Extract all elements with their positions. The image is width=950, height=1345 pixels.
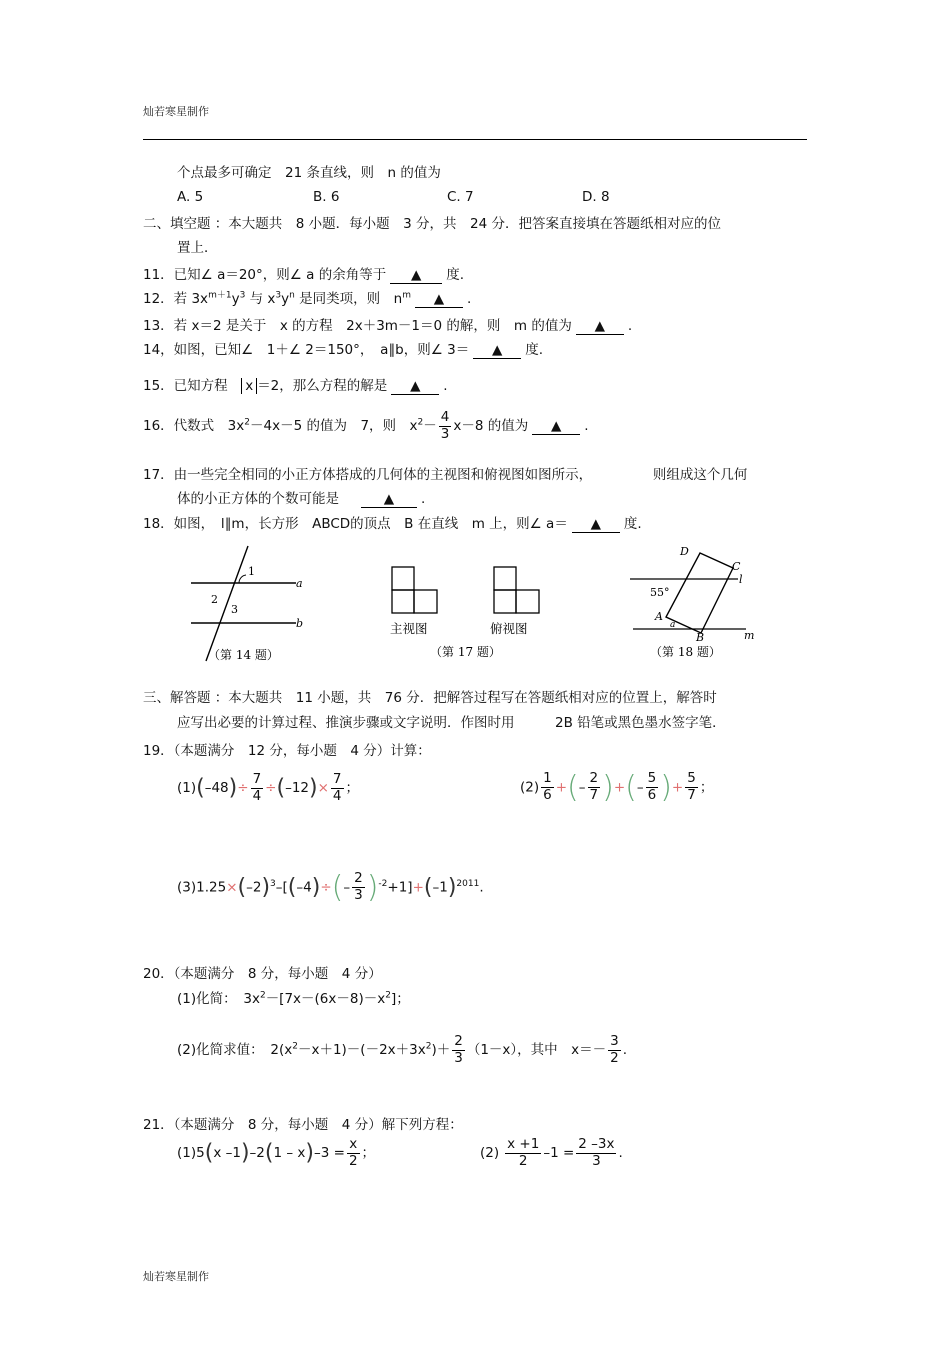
question-21-title: 21．（本题满分 8 分，每小题 4 分）解下列方程： [143,1117,463,1133]
answer-blank: ▲ [361,491,417,508]
fig18-caption: （第 18 题） [650,645,721,659]
question-18: 18．如图， l∥m，长方形 ABCD的顶点 B 在直线 m 上，则∠ a＝ ▲ 度. [143,516,642,532]
answer-blank: ▲ [391,378,439,395]
fig14-label-b: b [296,617,304,630]
question-17: 17．由一些完全相同的小正方体搭成的几何体的主视图和俯视图如图所示， 则组成这个几何 [143,467,748,483]
page-footer-text: 灿若寒星制作 [143,1270,209,1283]
section3-heading-cont: 应写出必要的计算过程、推演步骤或文字说明．作图时用 2B 铅笔或黑色墨水签字笔． [177,715,726,731]
page-header-text: 灿若寒星制作 [143,105,209,118]
fig14-label-3: 3 [231,603,238,616]
question-11: 11．已知∠ a＝20°，则∠ a 的余角等于 ▲ 度. [143,267,465,283]
q10-option-d: D. 8 [582,189,610,205]
fig18-label-l: l [739,573,743,586]
question-14: 14，如图，已知∠ 1＋∠ 2＝150°， a∥b，则∠ 3＝ ▲ 度. [143,342,543,358]
q20-part-1: (1)化简： $3x^2-[7x-(6x-8)-x^2]$； [177,990,410,1007]
section2-heading-cont: 置上． [177,240,218,256]
figure-17 [385,560,560,665]
front-view-label: 主视图 [390,621,428,636]
fig18-label-m: m [744,629,755,642]
fig18-label-b: B [696,631,705,644]
fig18-label-d: D [680,545,689,558]
fig14-label-2: 2 [211,593,218,606]
question-19-title: 19．（本题满分 12 分，每小题 4 分）计算： [143,743,431,759]
absolute-value: x [241,378,257,394]
q20-part-2: (2)化简求值： $2(x^2-x+1)-(-2x+3x^2)+$ $\frac{2}{3}$ （1－x），其中 x＝－ $\frac{3}{2}$ . [177,1033,628,1066]
fig14-label-a: a [296,577,303,590]
q10-stem: 个点最多可确定 21 条直线，则 n 的值为 [177,165,441,181]
fig14-label-1: 1 [248,565,255,578]
answer-blank: ▲ [415,291,463,308]
question-17-cont: 体的小正方体的个数可能是 ▲ . [177,491,426,507]
answer-blank: ▲ [473,342,521,359]
top-view-label: 俯视图 [490,621,528,636]
answer-blank: ▲ [572,516,620,533]
q21-part-1: (1)5(x –1)–2(1 – x)–3 = $\frac{x}{2}$ ； [177,1136,376,1169]
answer-blank: ▲ [390,267,442,284]
question-20-title: 20．（本题满分 8 分，每小题 4 分） [143,966,382,982]
figure-18 [628,543,788,665]
question-13: 13．若 x＝2 是关于 x 的方程 2x＋3m－1＝0 的解，则 m 的值为 ▲ . [143,318,633,334]
answer-blank: ▲ [532,418,580,435]
section2-heading: 二、填空题 ：本大题共 8 小题．每小题 3 分，共 24 分．把答案直接填在答题纸相对应的位 [143,216,722,232]
fig18-label-angle: 55° [650,586,670,599]
fig17-caption: （第 17 题） [430,645,501,659]
q19-part-3: $(3)1.25\times(-2)^3-[(-4)\div(-$ $\frac{2}{3}$ )$^{-2}+1]+(-1)^{2011}$. [177,870,484,905]
fraction: $\frac{4}{3}$ [440,409,450,442]
answer-blank: ▲ [576,318,624,335]
q10-option-b: B. 6 [313,189,340,205]
q21-part-2: (2) $\frac{x +1}{2}$ –1 = $\frac{2 -3x}{3}$ . [480,1136,623,1169]
q19-part-2: (2) $\frac{1}{6}$ +(– $\frac{2}{7}$ )+(– $\frac{5}{6}$ )+ $\frac{5}{7}$ ； [520,770,714,805]
fig18-label-a: A [655,610,663,623]
question-12: 12．若 $3x^{m+1}y^3$ 与 $x^3y^n$ 是同类项，则 $n^m$ ▲ . [143,290,472,307]
fig18-label-c: C [732,560,741,573]
q19-part-1: (1)(–48)÷ $\frac{7}{4}$ ÷(–12)× $\frac{7}{4}$ ； [177,771,359,804]
front-view [392,567,437,613]
header-rule [143,139,807,140]
q10-option-a: A. 5 [177,189,204,205]
top-view [494,567,539,613]
fig18-label-angle-a: a [670,620,676,630]
fig14-caption: （第 14 题） [208,648,279,662]
question-15: 15．已知方程 x ＝2，那么方程的解是 ▲ . [143,378,448,394]
q10-option-c: C. 7 [447,189,474,205]
section3-heading: 三、解答题 ：本大题共 11 小题，共 76 分．把解答过程写在答题纸相对应的位置上，解答时 [143,690,717,706]
rectangle-abcd [666,553,733,633]
question-16: 16．代数式 $3x^2-4x-5$ 的值为 7，则 $x^2-$ $\frac{4}{3}$ x－8 的值为 ▲ . [143,409,589,442]
figure-14 [186,543,316,668]
